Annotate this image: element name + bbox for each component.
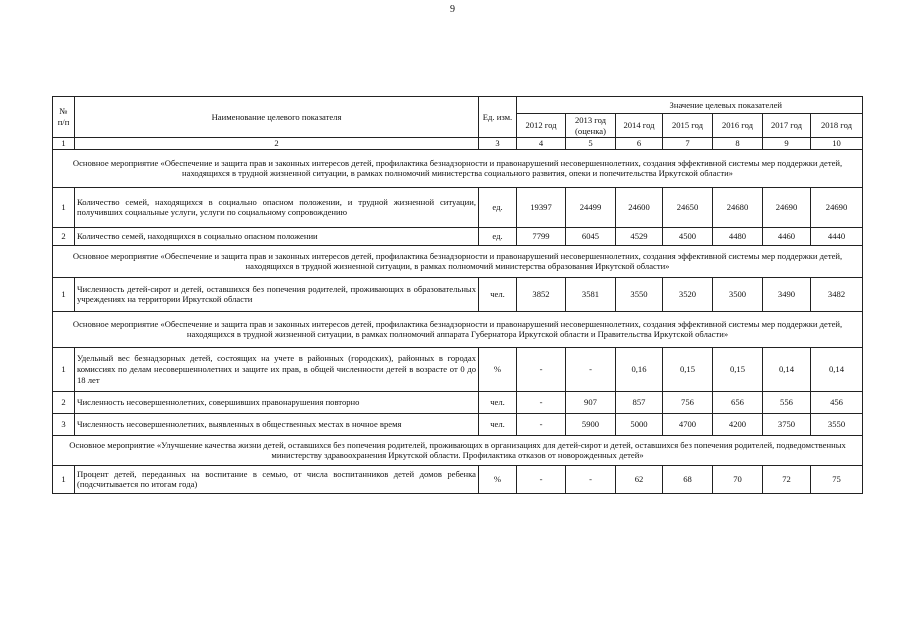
- page-number: 9: [450, 4, 455, 15]
- row-value: 4500: [663, 227, 713, 245]
- table-row: [53, 187, 863, 227]
- row-unit: %: [479, 347, 517, 391]
- row-value: 4700: [663, 413, 713, 435]
- row-name: Численность детей-сирот и детей, оставшихся без попечения родителей, проживающих в образовательных учреждениях на территории Иркутской области: [75, 277, 479, 311]
- row-name: Процент детей, переданных на воспитание в семью, от числа воспитанников детей домов ребенка (подсчитывается по итогам года): [75, 465, 479, 493]
- col-number: 7: [663, 138, 713, 150]
- row-value: -: [517, 465, 566, 493]
- row-name: Количество семей, находящихся в социально опасном положении: [75, 227, 479, 245]
- row-value: 0,15: [713, 347, 763, 391]
- col-number: 9: [763, 138, 811, 150]
- row-name: Численность несовершеннолетних, совершивших правонарушения повторно: [75, 391, 479, 413]
- row-value: 3520: [663, 277, 713, 311]
- section-title: Основное мероприятие «Обеспечение и защита прав и законных интересов детей, профилактика безнадзорности и правонарушений несовершеннолетних, создания эффективной системы мер поддержки детей, находящихся в трудной жизненной ситуации, в рамках полномочий министерства образования Иркутской области»: [53, 245, 863, 277]
- indicators-table: [52, 96, 863, 494]
- row-unit: ед.: [479, 227, 517, 245]
- table-row: [53, 347, 863, 391]
- row-name: Количество семей, находящихся в социально опасном положении, и трудной жизненной ситуации, получивших социальные услуги, услуги по социальному сопровождению: [75, 187, 479, 227]
- row-value: 3482: [811, 277, 863, 311]
- row-value: 4529: [616, 227, 663, 245]
- row-value: 68: [663, 465, 713, 493]
- table-row: [53, 227, 863, 245]
- col-number: 3: [479, 138, 517, 150]
- row-value: 3490: [763, 277, 811, 311]
- col-number: 8: [713, 138, 763, 150]
- row-value: 24690: [763, 187, 811, 227]
- row-unit: чел.: [479, 391, 517, 413]
- row-num: 2: [53, 391, 75, 413]
- row-value: -: [566, 465, 616, 493]
- row-value: -: [566, 347, 616, 391]
- table-row: [53, 391, 863, 413]
- col-number: 2: [75, 138, 479, 150]
- header-year: 2015 год: [663, 114, 713, 138]
- section-row: [53, 311, 863, 347]
- row-value: 3550: [616, 277, 663, 311]
- row-num: 1: [53, 347, 75, 391]
- row-value: 456: [811, 391, 863, 413]
- table-row: [53, 413, 863, 435]
- col-number: 4: [517, 138, 566, 150]
- header-unit: Ед. изм.: [479, 97, 517, 138]
- col-number: 5: [566, 138, 616, 150]
- row-value: 857: [616, 391, 663, 413]
- row-num: 1: [53, 277, 75, 311]
- row-unit: чел.: [479, 413, 517, 435]
- header-values-group: Значение целевых показателей: [517, 97, 863, 114]
- row-unit: ед.: [479, 187, 517, 227]
- table-row: [53, 465, 863, 493]
- col-number: 1: [53, 138, 75, 150]
- section-row: [53, 435, 863, 465]
- header-name: Наименование целевого показателя: [75, 97, 479, 138]
- row-value: 656: [713, 391, 763, 413]
- row-value: -: [517, 413, 566, 435]
- header-year: 2016 год: [713, 114, 763, 138]
- row-value: 19397: [517, 187, 566, 227]
- section-title: Основное мероприятие «Улучшение качества жизни детей, оставшихся без попечения родителей, проживающих в организациях для детей-сирот и детей, оставшихся без попечения родителей, подведомственных министерству здравоохранения Иркутской области. Профилактика отказов от новорожденных детей»: [53, 435, 863, 465]
- row-value: 7799: [517, 227, 566, 245]
- row-value: 72: [763, 465, 811, 493]
- section-row: [53, 245, 863, 277]
- row-value: 3550: [811, 413, 863, 435]
- header-year: 2017 год: [763, 114, 811, 138]
- row-num: 1: [53, 465, 75, 493]
- row-name: Численность несовершеннолетних, выявленных в общественных местах в ночное время: [75, 413, 479, 435]
- row-num: 3: [53, 413, 75, 435]
- section-row: [53, 149, 863, 187]
- row-value: 70: [713, 465, 763, 493]
- row-value: 3852: [517, 277, 566, 311]
- row-num: 1: [53, 187, 75, 227]
- row-name: Удельный вес безнадзорных детей, состоящих на учете в районных (городских), районных в городах комиссиях по делам несовершеннолетних и защите их прав, в общей численности детей в возрасте от 0 до 18 лет: [75, 347, 479, 391]
- header-num: № п/п: [53, 97, 75, 138]
- col-number: 10: [811, 138, 863, 150]
- row-value: 75: [811, 465, 863, 493]
- section-title: Основное мероприятие «Обеспечение и защита прав и законных интересов детей, профилактика безнадзорности и правонарушений несовершеннолетних, создания эффективной системы мер поддержки детей, находящихся в трудной жизненной ситуации, в рамках полномочий министерства социального развития, опеки и попечительства Иркутской области»: [53, 149, 863, 187]
- row-value: 3581: [566, 277, 616, 311]
- row-value: 0,14: [763, 347, 811, 391]
- row-unit: чел.: [479, 277, 517, 311]
- row-value: 4200: [713, 413, 763, 435]
- row-value: 62: [616, 465, 663, 493]
- row-value: 556: [763, 391, 811, 413]
- row-value: 24650: [663, 187, 713, 227]
- row-value: 6045: [566, 227, 616, 245]
- header-year: 2018 год: [811, 114, 863, 138]
- row-value: 0,16: [616, 347, 663, 391]
- row-value: 3500: [713, 277, 763, 311]
- row-value: 24600: [616, 187, 663, 227]
- row-value: 4480: [713, 227, 763, 245]
- row-value: 756: [663, 391, 713, 413]
- header-year: 2013 год (оценка): [566, 114, 616, 138]
- row-value: 0,15: [663, 347, 713, 391]
- row-num: 2: [53, 227, 75, 245]
- header-year: 2012 год: [517, 114, 566, 138]
- row-unit: %: [479, 465, 517, 493]
- row-value: 24680: [713, 187, 763, 227]
- header-year: 2014 год: [616, 114, 663, 138]
- row-value: 3750: [763, 413, 811, 435]
- row-value: 5900: [566, 413, 616, 435]
- col-number: 6: [616, 138, 663, 150]
- row-value: 907: [566, 391, 616, 413]
- table-row: [53, 277, 863, 311]
- section-title: Основное мероприятие «Обеспечение и защита прав и законных интересов детей, профилактика безнадзорности и правонарушений несовершеннолетних, создания эффективной системы мер поддержки детей, находящихся в трудной жизненной ситуации, в рамках полномочий аппарата Губернатора Иркутской области и Правительства Иркутской области»: [53, 311, 863, 347]
- row-value: 24690: [811, 187, 863, 227]
- row-value: 24499: [566, 187, 616, 227]
- row-value: 5000: [616, 413, 663, 435]
- row-value: 4460: [763, 227, 811, 245]
- row-value: 0,14: [811, 347, 863, 391]
- row-value: -: [517, 391, 566, 413]
- row-value: -: [517, 347, 566, 391]
- row-value: 4440: [811, 227, 863, 245]
